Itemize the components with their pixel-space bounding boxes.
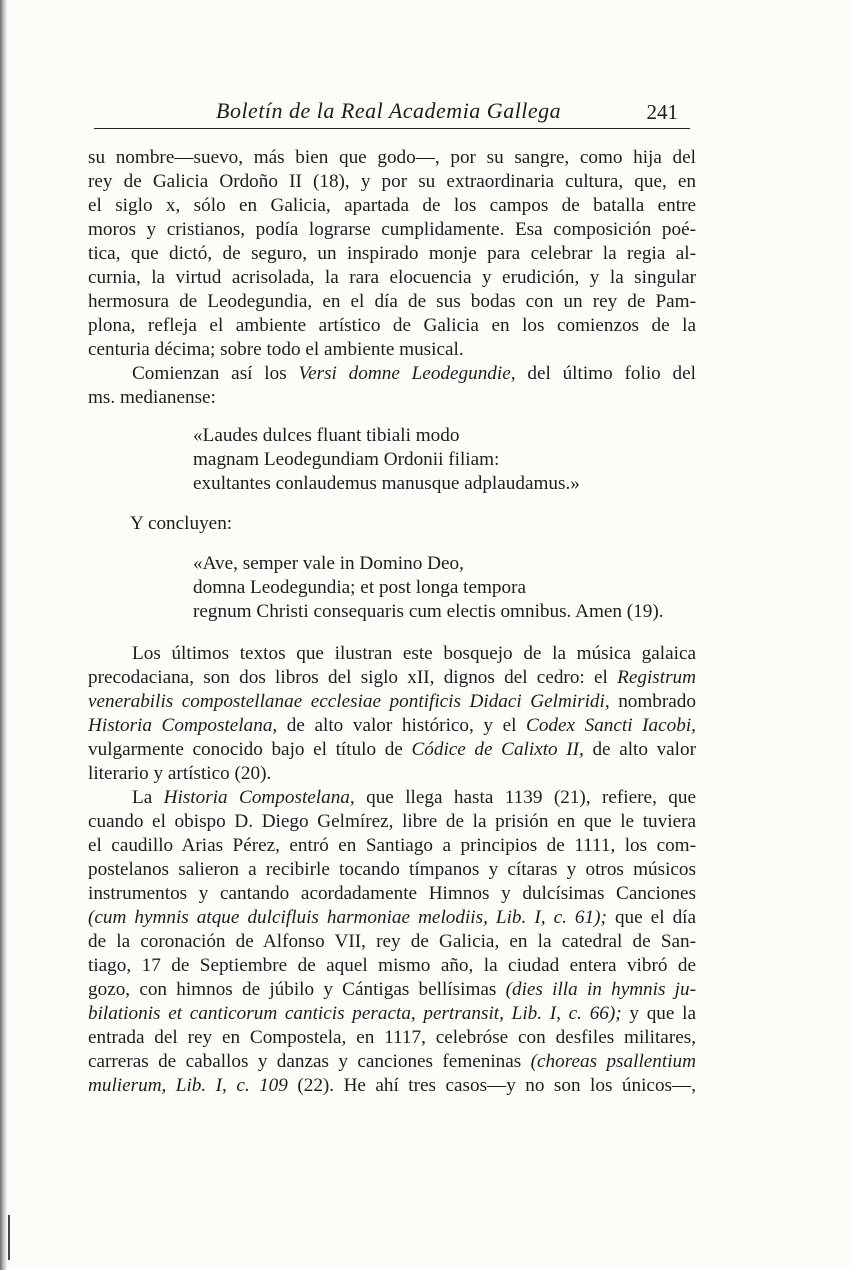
text-line: rey de Galicia Ordoño II (18), y por su extraordinaria cultura, que, en xyxy=(88,171,696,192)
text-run: vulgarmente conocido bajo el título de xyxy=(88,739,412,760)
text-line: cuando el obispo D. Diego Gelmírez, libre de la prisión en que le tuviera xyxy=(88,811,696,832)
page-number: 241 xyxy=(646,100,678,124)
text-line: de la coronación de Alfonso VII, rey de Galicia, en la catedral de San- xyxy=(88,931,696,952)
text-line: instrumentos y cantando acordadamente Himnos y dulcísimas Canciones xyxy=(88,883,696,904)
verse-line: regnum Christi consequaris cum electis omnibus. Amen (19). xyxy=(193,601,664,622)
text-line xyxy=(88,738,696,762)
text-line: Los últimos textos que ilustran este bosquejo de la música galaica xyxy=(132,643,696,664)
text-line: tica, que dictó, de seguro, un inspirado monje para celebrar la regia al- xyxy=(88,243,696,264)
text-run: de alto valor xyxy=(583,739,697,760)
scan-edge-shadow xyxy=(0,0,7,1270)
text-line xyxy=(88,1050,696,1074)
text-line: hermosura de Leodegundia, en el día de sus bodas con un rey de Pam- xyxy=(88,291,696,312)
text-run: que el día xyxy=(606,907,697,928)
transition-line: Y concluyen: xyxy=(130,513,233,534)
text-line: ms. medianense: xyxy=(88,387,216,408)
text-line xyxy=(88,786,696,810)
title-citation: Códice de Calixto II, xyxy=(411,739,584,760)
text-line xyxy=(88,1002,696,1026)
verse-line: «Ave, semper vale in Domino Deo, xyxy=(193,553,464,574)
text-line: el caudillo Arias Pérez, entró en Santiago a principios de 1111, los com- xyxy=(88,835,696,856)
text-run: gozo, con himnos de júbilo y Cántigas bellísimas xyxy=(88,979,506,1000)
text-line xyxy=(88,690,696,714)
text-line: centuria décima; sobre todo el ambiente musical. xyxy=(88,339,464,360)
paragraph-2 xyxy=(88,362,696,410)
text-line: literario y artístico (20). xyxy=(88,763,272,784)
text-line: el siglo x, sólo en Galicia, apartada de los campos de batalla entre xyxy=(88,195,696,216)
title-citation: Versi domne Leodegundie, xyxy=(298,363,516,384)
text-line: curnia, la virtud acrisolada, la rara elocuencia y erudición, y la singular xyxy=(88,267,696,288)
text-run: que llega hasta 1139 (21), refiere, que xyxy=(354,787,696,808)
text-line xyxy=(88,714,696,738)
text-run: del último folio del xyxy=(515,363,696,384)
text-line xyxy=(88,362,696,386)
paragraph-4 xyxy=(88,786,696,1098)
text-run: Comienzan así los xyxy=(132,363,299,384)
text-line xyxy=(88,978,696,1002)
text-run: nombrado xyxy=(609,691,696,712)
verse-quote-2 xyxy=(193,552,693,624)
text-line xyxy=(88,906,696,930)
text-line: entrada del rey en Compostela, en 1117, celebróse con desfiles militares, xyxy=(88,1027,696,1048)
paragraph-1 xyxy=(88,146,696,362)
scan-edge-mark xyxy=(8,1215,10,1260)
text-run: de alto valor histórico, y el xyxy=(277,715,527,736)
page-body xyxy=(88,146,696,1098)
text-line: plona, refleja el ambiente artístico de Galicia en los comienzos de la xyxy=(88,315,696,336)
verse-line: magnam Leodegundiam Ordonii filiam: xyxy=(193,449,500,470)
title-citation: Codex Sancti Iacobi, xyxy=(526,715,696,736)
text-run: precodaciana, son dos libros del siglo xII, dignos del cedro: el xyxy=(88,667,618,688)
title-citation: Historia Compostelana, xyxy=(163,787,355,808)
latin-citation: (cum hymnis atque dulcifluis harmoniae melodiis, Lib. I, c. 61); xyxy=(88,907,607,928)
text-line xyxy=(88,666,696,690)
verse-quote-1 xyxy=(193,424,693,496)
text-run: y que la xyxy=(621,1003,696,1024)
page-header xyxy=(94,98,690,129)
text-line: su nombre—suevo, más bien que godo—, por su sangre, como hija del xyxy=(88,147,696,168)
title-citation: venerabilis compostellanae ecclesiae pontificis Didaci Gelmiridi, xyxy=(88,691,610,712)
verse-line: «Laudes dulces fluant tibiali modo xyxy=(193,425,460,446)
latin-citation: bilationis et canticorum canticis peracta, pertransit, Lib. I, c. 66); xyxy=(88,1003,622,1024)
verse-line: domna Leodegundia; et post longa tempora xyxy=(193,577,527,598)
text-line: tiago, 17 de Septiembre de aquel mismo año, la ciudad entera vibró de xyxy=(88,955,696,976)
text-run: carreras de caballos y danzas y canciones femeninas xyxy=(88,1051,531,1072)
verse-line: exultantes conlaudemus manusque adplaudamus.» xyxy=(193,473,580,494)
title-citation: Registrum xyxy=(617,667,696,688)
running-title: Boletín de la Real Academia Gallega xyxy=(216,98,562,123)
title-citation: Historia Compostelana, xyxy=(88,715,278,736)
text-run: (22). He ahí tres casos—y no son los únicos—, xyxy=(287,1075,696,1096)
paragraph-3 xyxy=(88,642,696,786)
latin-citation: mulierum, Lib. I, c. 109 xyxy=(88,1075,288,1096)
text-line: postelanos salieron a recibirle tocando tímpanos y cítaras y otros músicos xyxy=(88,859,696,880)
text-line: moros y cristianos, podía lograrse cumplidamente. Esa composición poé- xyxy=(88,219,696,240)
text-line xyxy=(88,1074,696,1098)
latin-citation: (choreas psallentium xyxy=(530,1051,697,1072)
latin-citation: (dies illa in hymnis ju- xyxy=(505,979,696,1000)
text-run: La xyxy=(132,787,164,808)
